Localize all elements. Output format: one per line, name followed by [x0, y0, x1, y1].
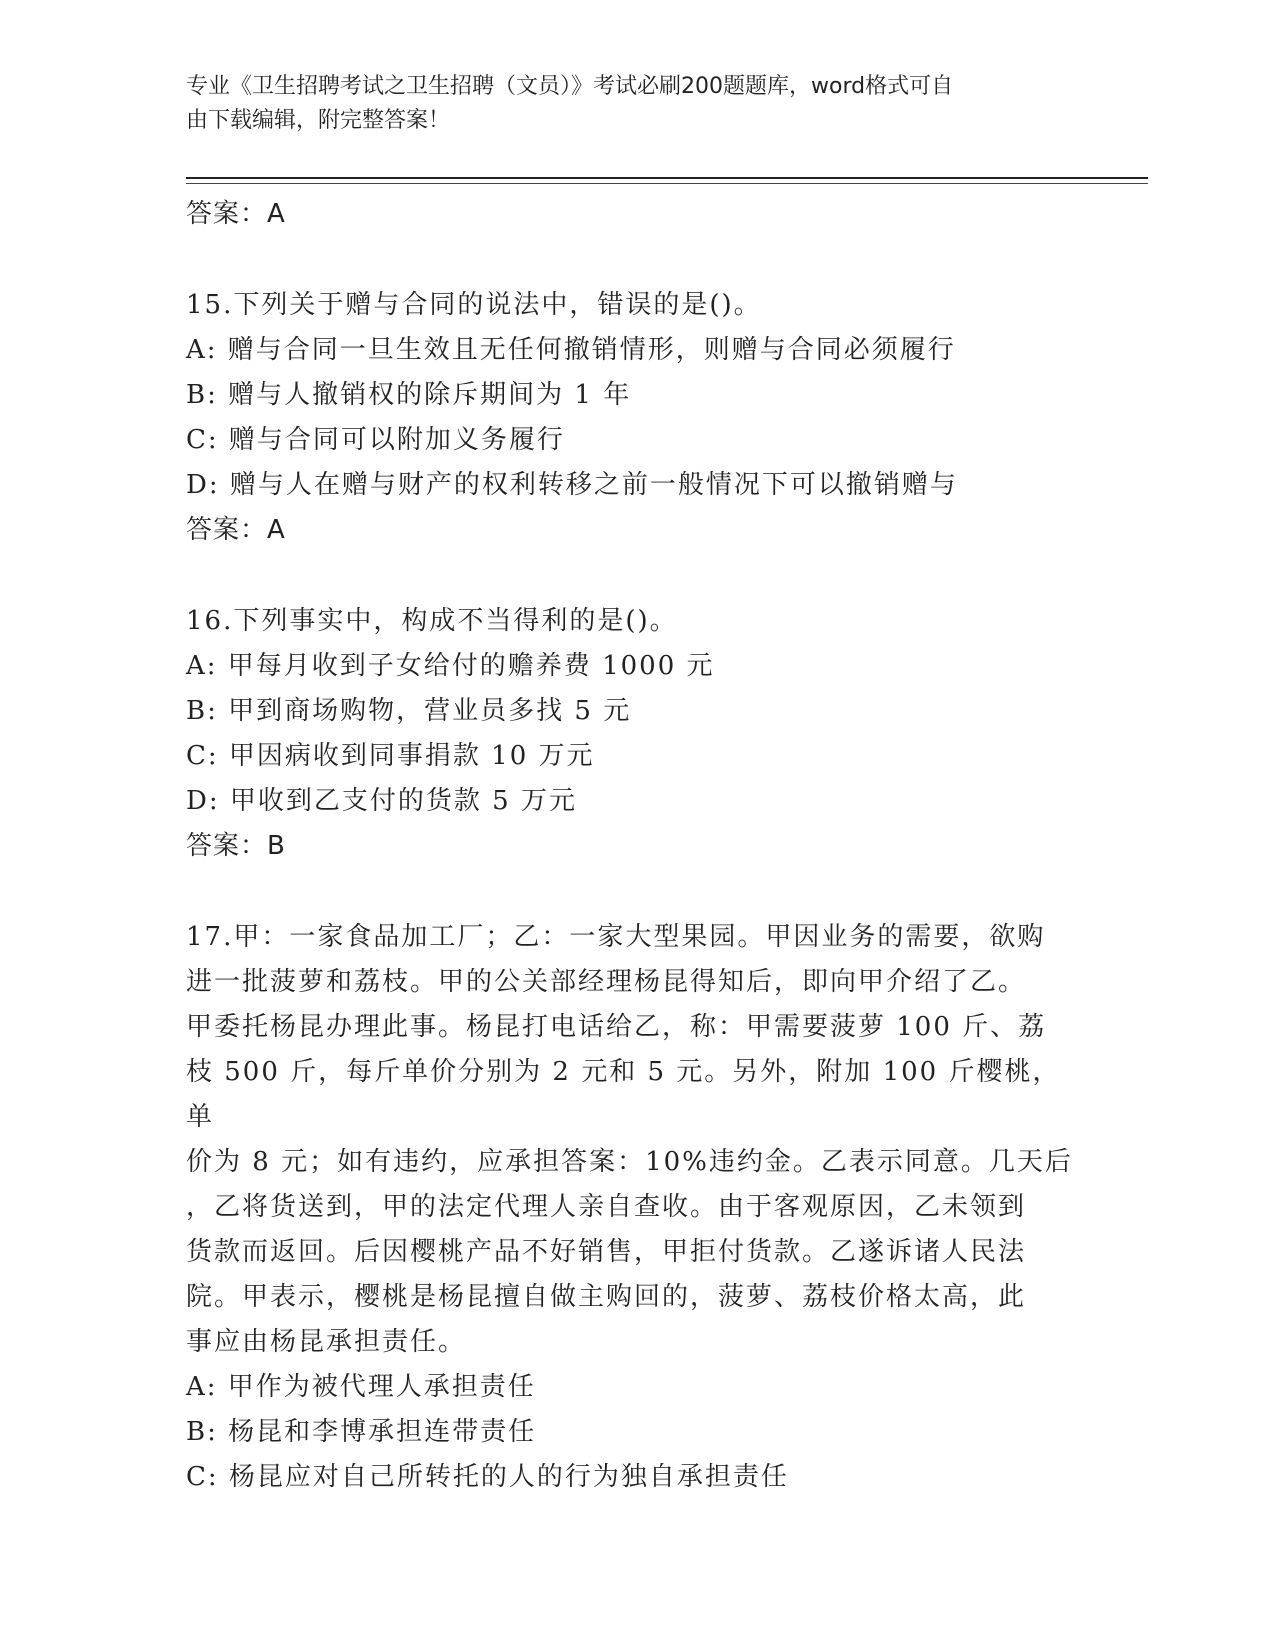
document-header	[186, 70, 1066, 138]
question-stem: 16.下列事实中，构成不当得利的是()。	[186, 606, 678, 636]
question-stem-line: 甲委托杨昆办理此事。杨昆打电话给乙，称：甲需要菠萝 100 斤、荔	[186, 1012, 1047, 1042]
option-c: C: 甲因病收到同事捐款 10 万元	[186, 741, 595, 771]
header-rule-thin	[186, 183, 1148, 184]
option-d: D: 赠与人在赠与财产的权利转移之前一般情况下可以撤销赠与	[186, 470, 958, 500]
header-line-2: 由下载编辑，附完整答案！	[186, 108, 451, 133]
option-a: A: 赠与合同一旦生效且无任何撤销情形，则赠与合同必须履行	[186, 335, 956, 365]
question-stem-line: 进一批菠萝和荔枝。甲的公关部经理杨昆得知后，即向甲介绍了乙。	[186, 967, 1027, 997]
option-c: C: 杨昆应对自己所转托的人的行为独自承担责任	[186, 1462, 789, 1492]
answer-line: 答案：B	[186, 831, 286, 861]
question-stem-line: 价为 8 元；如有违约，应承担答案：10%违约金。乙表示同意。几天后	[186, 1147, 1073, 1177]
option-c: C: 赠与合同可以附加义务履行	[186, 425, 565, 455]
option-b: B: 甲到商场购物，营业员多找 5 元	[186, 696, 632, 726]
question-16	[186, 599, 1086, 869]
option-a: A: 甲每月收到子女给付的赡养费 1000 元	[186, 651, 715, 681]
option-d: D: 甲收到乙支付的货款 5 万元	[186, 786, 577, 816]
question-stem-line: 货款而返回。后因樱桃产品不好销售，甲拒付货款。乙遂诉诸人民法	[186, 1237, 1027, 1267]
document-body	[186, 192, 1086, 1500]
header-line-1: 专业《卫生招聘考试之卫生招聘（文员）》考试必刷200题题库，word格式可自	[186, 74, 954, 99]
question-15	[186, 283, 1086, 553]
answer-line: 答案：A	[186, 199, 286, 229]
question-stem-line: 事应由杨昆承担责任。	[186, 1327, 467, 1357]
option-b: B: 杨昆和李博承担连带责任	[186, 1417, 537, 1447]
option-a: A: 甲作为被代理人承担责任	[186, 1372, 536, 1402]
question-stem-line: 枝 500 斤，每斤单价分别为 2 元和 5 元。另外，附加 100 斤樱桃，单	[186, 1057, 1061, 1132]
question-stem-line: 院。甲表示，樱桃是杨昆擅自做主购回的，菠萝、荔枝价格太高，此	[186, 1282, 1027, 1312]
question-17	[186, 915, 1086, 1500]
question-stem: 15.下列关于赠与合同的说法中，错误的是()。	[186, 290, 762, 320]
option-b: B: 赠与人撤销权的除斥期间为 1 年	[186, 380, 632, 410]
answer-line: 答案：A	[186, 515, 286, 545]
question-stem-line: ，乙将货送到，甲的法定代理人亲自查收。由于客观原因，乙未领到	[186, 1192, 1027, 1222]
header-rule-thick	[186, 177, 1148, 179]
question-stem-line: 17.甲：一家食品加工厂；乙：一家大型果园。甲因业务的需要，欲购	[186, 922, 1046, 952]
